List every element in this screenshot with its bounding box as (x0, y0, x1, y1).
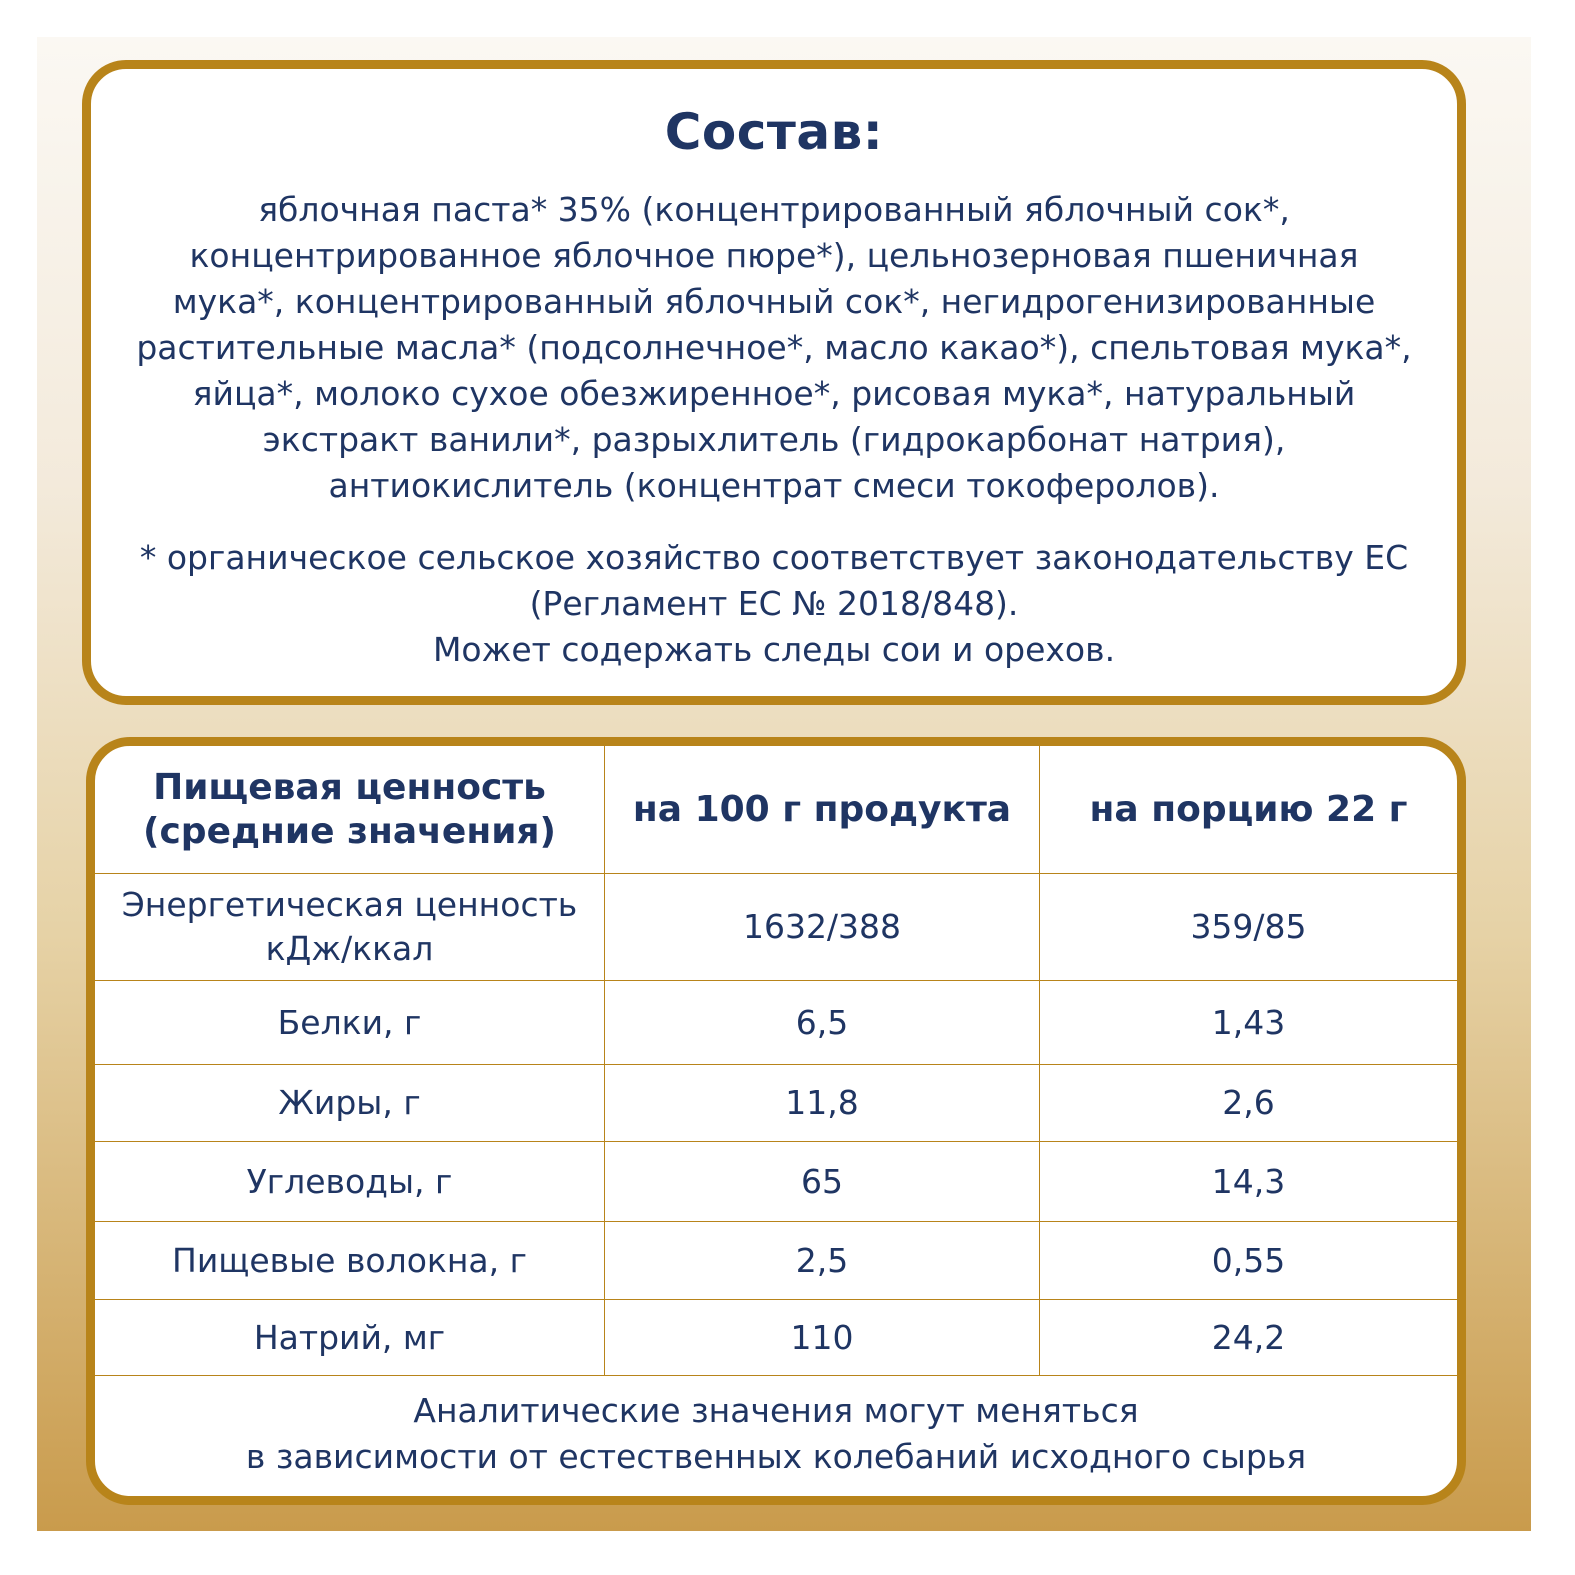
composition-line: яйца*, молоко сухое обезжиренное*, рисовая мука*, натуральный (192, 374, 1356, 413)
footnote-line: Аналитические значения могут меняться (413, 1391, 1139, 1430)
table-header-row (95, 746, 1457, 874)
value-per-portion: 1,43 (1040, 981, 1458, 1065)
value-per-portion: 14,3 (1040, 1142, 1458, 1222)
organic-note: * органическое сельское хозяйство соответствует законодательству ЕС (139, 538, 1409, 577)
row-label: Углеводы, г (95, 1142, 605, 1222)
composition-notes (91, 535, 1457, 673)
header-nutrition (95, 746, 605, 874)
composition-title: Состав: (664, 103, 884, 161)
composition-card (82, 60, 1466, 705)
composition-line: антиокислитель (концентрат смеси токоферолов). (328, 466, 1220, 505)
table-row (95, 981, 1457, 1065)
table-row (95, 1222, 1457, 1300)
value-per-100g: 65 (605, 1142, 1040, 1222)
value-per-100g: 2,5 (605, 1222, 1040, 1300)
value-per-portion: 359/85 (1040, 874, 1458, 981)
header-line: (средние значения) (143, 810, 556, 852)
value-per-100g: 11,8 (605, 1065, 1040, 1142)
value-per-portion: 24,2 (1040, 1300, 1458, 1376)
row-label: Натрий, мг (95, 1300, 605, 1376)
footnote-line: в зависимости от естественных колебаний исходного сырья (245, 1437, 1307, 1476)
allergen-note: Может содержать следы сои и орехов. (432, 630, 1116, 669)
analytics-footnote (95, 1376, 1457, 1480)
header-per-100g: на 100 г продукта (605, 746, 1040, 874)
nutrition-table (95, 746, 1457, 1376)
composition-line: мука*, концентрированный яблочный сок*, негидрогенизированные (172, 282, 1376, 321)
header-per-portion: на порцию 22 г (1040, 746, 1458, 874)
row-label (95, 874, 605, 981)
row-label: Пищевые волокна, г (95, 1222, 605, 1300)
composition-line: яблочная паста* 35% (концентрированный яблочный сок*, (258, 190, 1290, 229)
table-row (95, 1300, 1457, 1376)
composition-line: экстракт ванили*, разрыхлитель (гидрокарбонат натрия), (262, 420, 1286, 459)
table-row (95, 874, 1457, 981)
value-per-100g: 110 (605, 1300, 1040, 1376)
value-per-100g: 6,5 (605, 981, 1040, 1065)
value-per-portion: 0,55 (1040, 1222, 1458, 1300)
composition-line: концентрированное яблочное пюре*), цельнозерновая пшеничная (189, 236, 1359, 275)
regulation-note: (Регламент ЕС № 2018/848). (529, 584, 1019, 623)
composition-text (121, 187, 1427, 509)
nutrition-card (86, 737, 1466, 1505)
row-label: Жиры, г (95, 1065, 605, 1142)
header-line: Пищевая ценность (153, 766, 546, 808)
value-per-portion: 2,6 (1040, 1065, 1458, 1142)
row-label-line: Энергетическая ценность (121, 885, 578, 924)
composition-line: растительные масла* (подсолнечное*, масло какао*), спельтовая мука*, (136, 328, 1412, 367)
table-row (95, 1065, 1457, 1142)
row-label: Белки, г (95, 981, 605, 1065)
row-label-line: кДж/ккал (265, 929, 434, 968)
table-row (95, 1142, 1457, 1222)
value-per-100g: 1632/388 (605, 874, 1040, 981)
